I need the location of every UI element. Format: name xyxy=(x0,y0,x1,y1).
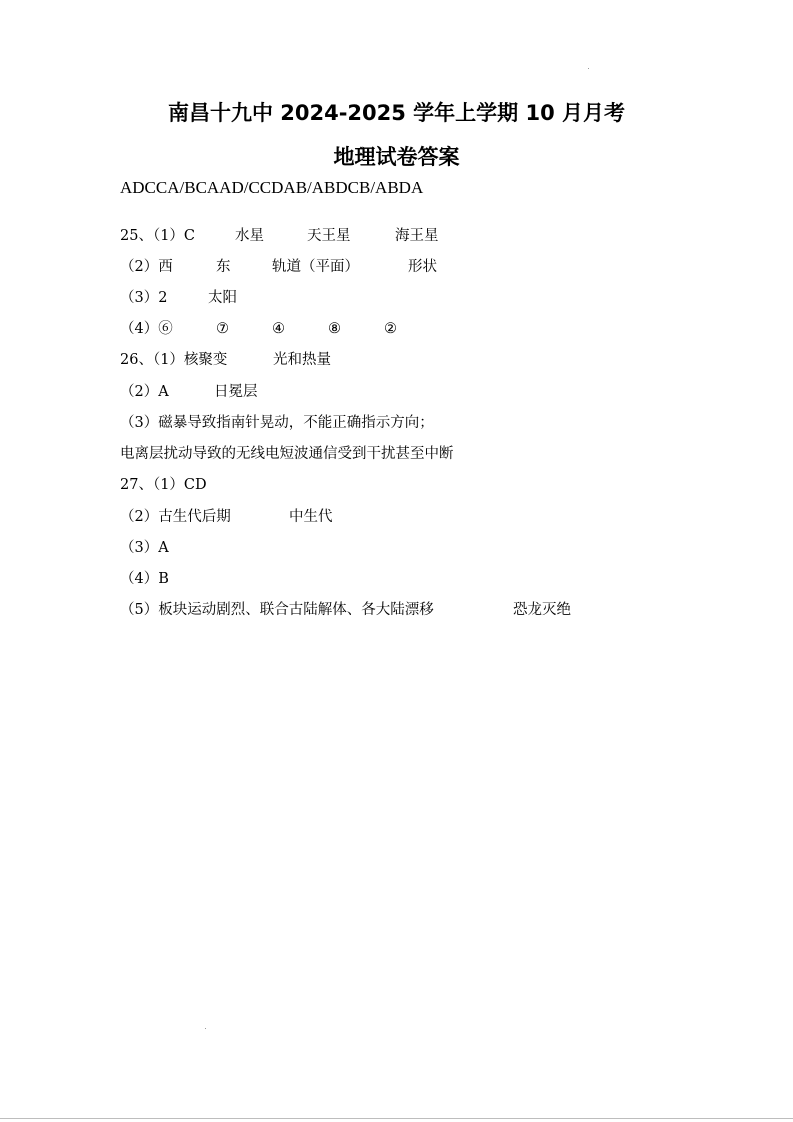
q27-part5-answer-a: （5）板块运动剧烈、联合古陆解体、各大陆漂移 xyxy=(120,602,434,618)
q25-part2-answer-a: （2）西 xyxy=(120,259,173,275)
choice-answers: ADCCA/BCAAD/CCDAB/ABDCB/ABDA xyxy=(120,178,424,197)
q25-part1-answer-d: 海王星 xyxy=(395,228,439,244)
q26-part1-answer-b: 光和热量 xyxy=(273,352,331,368)
q25-part3-answer-a: （3）2 xyxy=(120,290,168,306)
q27-part1-answer: 27、（1）CD xyxy=(120,477,207,493)
q25-part4-answer-e: ② xyxy=(384,321,397,337)
q27-part2-answer-a: （2）古生代后期 xyxy=(120,509,231,525)
exam-title: 南昌十九中 2024-2025 学年上学期 10 月月考 xyxy=(167,101,626,125)
q27-part4-answer: （4）B xyxy=(120,571,169,587)
q27-part3-answer: （3）A xyxy=(120,540,169,556)
q25-part4-answer-a: （4）⑥ xyxy=(120,321,173,337)
q25-part4-answer-d: ⑧ xyxy=(328,321,341,337)
q26-part2-answer-a: （2）A xyxy=(120,384,169,400)
exam-subtitle: 地理试卷答案 xyxy=(333,145,460,169)
q25-part1-answer-b: 水星 xyxy=(235,228,264,244)
page-bottom-edge xyxy=(0,1118,793,1119)
q25-part2-answer-b: 东 xyxy=(216,259,231,275)
q25-part1-answer-c: 天王星 xyxy=(307,228,351,244)
q26-part3-answer-cont: 电离层扰动导致的无线电短波通信受到干扰甚至中断 xyxy=(120,446,454,462)
q25-part2-answer-d: 形状 xyxy=(408,259,437,275)
q26-part2-answer-b: 日冕层 xyxy=(214,384,258,400)
q25-part3-answer-b: 太阳 xyxy=(208,290,237,306)
q25-part1-answer-a: 25、（1）C xyxy=(120,228,196,244)
q25-part4-answer-c: ④ xyxy=(272,321,285,337)
q26-part3-answer: （3）磁暴导致指南针晃动，不能正确指示方向； xyxy=(120,415,434,431)
q27-part5-answer-b: 恐龙灭绝 xyxy=(513,602,571,618)
scan-speck xyxy=(588,68,589,69)
scan-speck xyxy=(205,1028,206,1029)
q26-part1-answer-a: 26、（1）核聚变 xyxy=(120,352,228,368)
q25-part2-answer-c: 轨道（平面） xyxy=(272,259,359,275)
q27-part2-answer-b: 中生代 xyxy=(289,509,333,525)
q25-part4-answer-b: ⑦ xyxy=(216,321,229,337)
